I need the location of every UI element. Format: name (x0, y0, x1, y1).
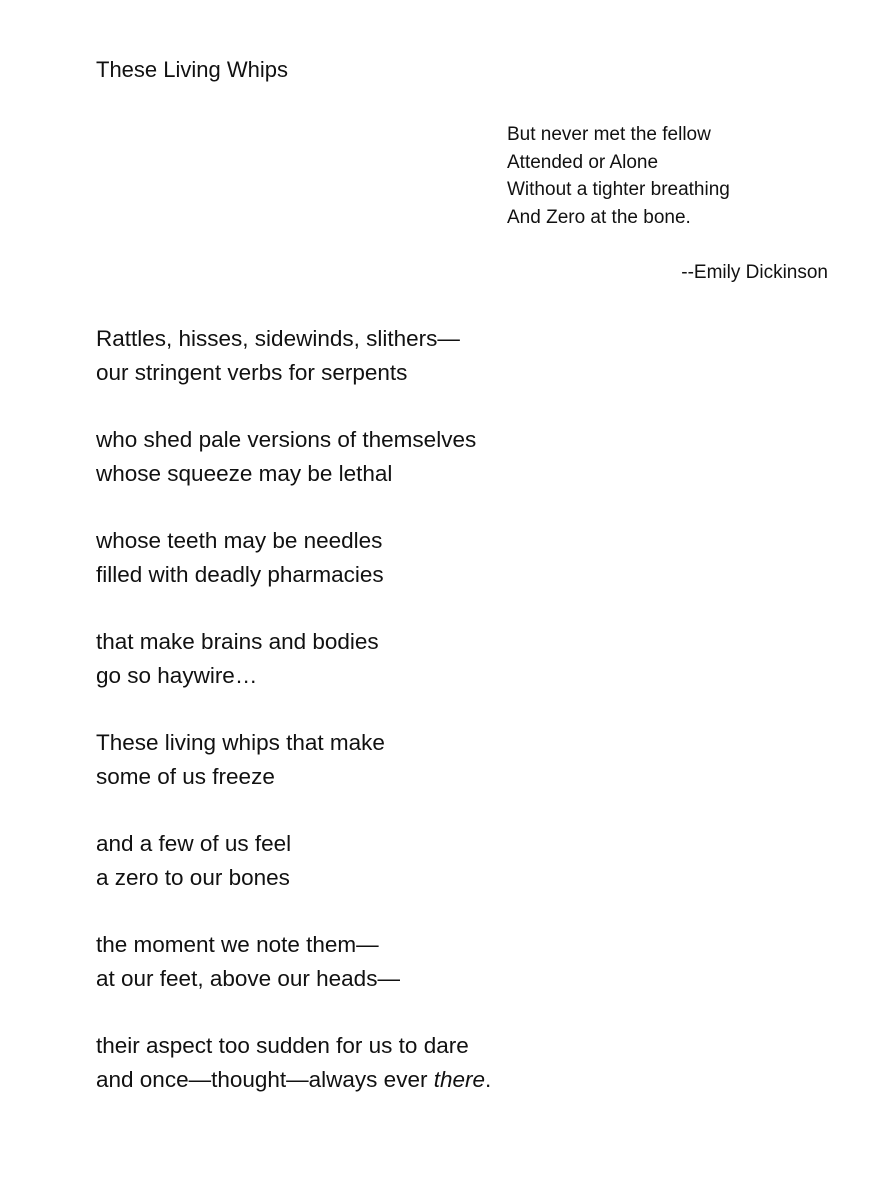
poem-line: at our feet, above our heads— (96, 965, 400, 991)
poem-line: that make brains and bodies (96, 629, 379, 654)
poem-line: whose squeeze may be lethal (96, 460, 393, 486)
stanza (96, 524, 491, 591)
epigraph-line: Attended or Alone (507, 151, 659, 173)
poem-line: our stringent verbs for serpents (96, 359, 408, 385)
stanza (96, 726, 491, 793)
final-punctuation: . (485, 1066, 492, 1092)
poem-line: whose teeth may be needles (96, 528, 383, 553)
stanza (96, 423, 491, 490)
poem-title: These Living Whips (96, 57, 288, 82)
stanza (96, 625, 491, 692)
epigraph-line: But never met the fellow (507, 124, 711, 145)
poem-line: and a few of us feel (96, 831, 292, 856)
epigraph (507, 121, 730, 231)
poem-line: go so haywire… (96, 662, 258, 688)
poem-final-line (96, 1063, 491, 1097)
poem-line: some of us freeze (96, 763, 275, 789)
stanza (96, 827, 491, 894)
poem-line: filled with deadly pharmacies (96, 561, 384, 587)
stanza (96, 322, 491, 389)
epigraph-attribution: --Emily Dickinson (681, 262, 828, 283)
poem-body (96, 322, 491, 1130)
poem-line: a zero to our bones (96, 864, 290, 890)
poem-line: These living whips that make (96, 730, 385, 755)
poem-line: who shed pale versions of themselves (96, 427, 477, 452)
poem-line: the moment we note them— (96, 932, 379, 957)
poem-line: their aspect too sudden for us to dare (96, 1033, 469, 1058)
stanza (96, 1029, 491, 1096)
epigraph-line: Without a tighter breathing (507, 179, 730, 200)
poem-line: Rattles, hisses, sidewinds, slithers— (96, 326, 460, 351)
final-line-text: and once—thought—always ever (96, 1066, 428, 1092)
stanza (96, 928, 491, 995)
epigraph-line: And Zero at the bone. (507, 206, 691, 228)
final-italic-word: there (433, 1066, 486, 1092)
